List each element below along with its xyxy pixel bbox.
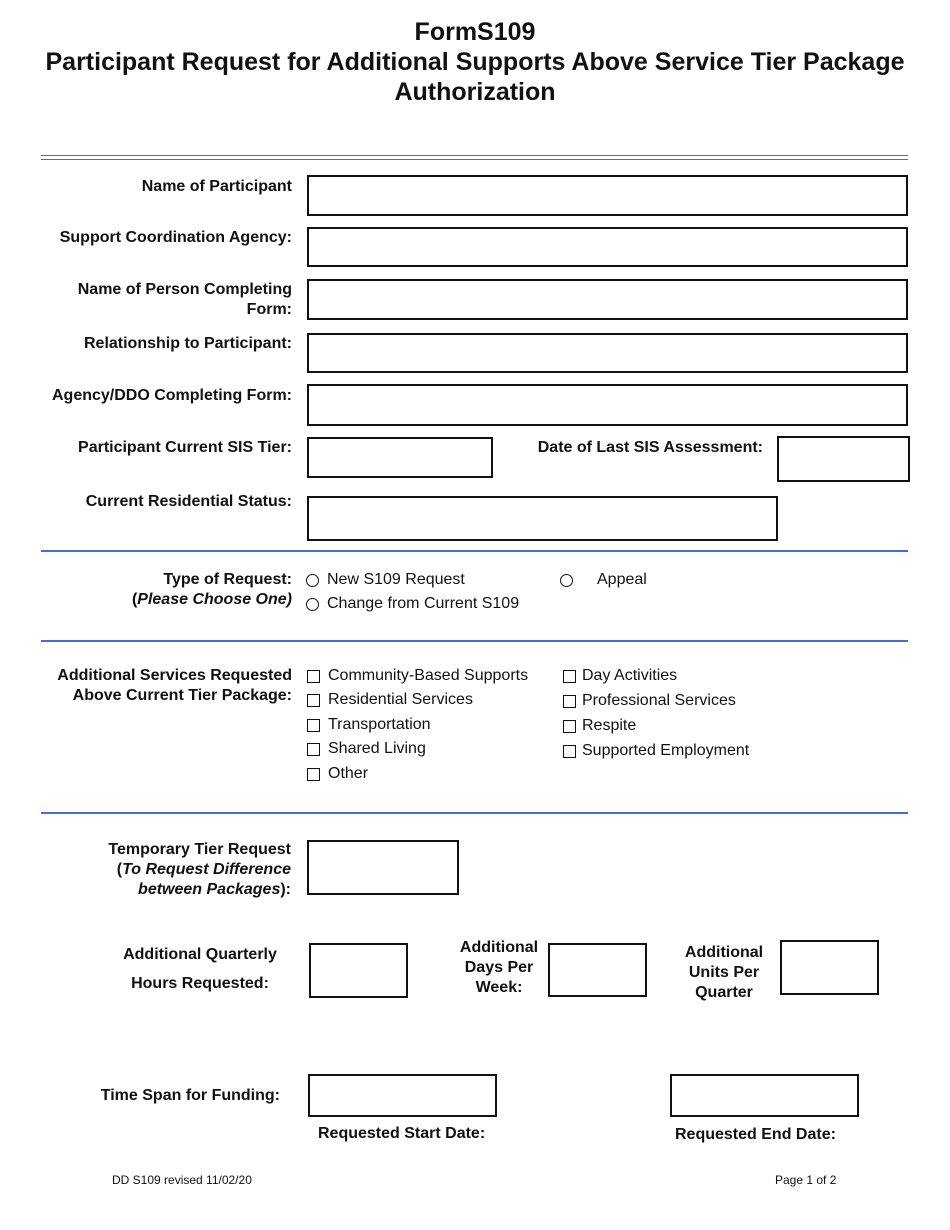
radio-new-request-label: New S109 Request [327, 571, 465, 588]
current-sis-tier-field[interactable] [307, 437, 493, 478]
checkbox-icon[interactable] [563, 720, 576, 733]
check-label: Day Activities [582, 667, 678, 684]
checkbox-icon[interactable] [307, 719, 320, 732]
days-per-week-line1: Additional [459, 939, 539, 956]
radio-circle-icon[interactable] [306, 598, 319, 611]
check-label: Community-Based Supports [328, 667, 529, 684]
additional-services-line1: Additional Services Requested [57, 667, 292, 684]
check-supported-employment[interactable] [563, 741, 749, 761]
temporary-tier-line2 [108, 860, 291, 880]
units-per-quarter-label [674, 943, 774, 1003]
top-rule-a [41, 155, 908, 156]
additional-services-label [57, 666, 292, 706]
name-person-line2: Form: [246, 301, 292, 318]
name-person-completing-field[interactable] [307, 279, 908, 320]
quarterly-hours-label [104, 940, 296, 998]
between-packages: between Packages [138, 881, 281, 898]
check-label: Respite [582, 717, 637, 734]
please-choose-one: Please Choose One) [137, 591, 292, 608]
name-person-completing-label [78, 280, 292, 320]
check-label: Residential Services [328, 691, 473, 708]
date-last-sis-field[interactable] [777, 436, 910, 482]
check-day-activities[interactable] [563, 666, 677, 686]
support-coordination-agency-field[interactable] [307, 227, 908, 267]
checkbox-icon[interactable] [307, 743, 320, 756]
residential-status-field[interactable] [307, 496, 778, 541]
units-per-quarter-line1: Additional [684, 944, 764, 961]
top-rule-b [41, 159, 908, 160]
date-last-sis-label: Date of Last SIS Assessment: [537, 439, 763, 456]
units-per-quarter-line3: Quarter [695, 984, 753, 1001]
radio-change-request-label: Change from Current S109 [327, 595, 520, 612]
check-shared-living[interactable] [307, 739, 426, 759]
radio-new-request[interactable] [306, 570, 465, 590]
form-number: FormS109 [414, 18, 536, 46]
temporary-tier-field[interactable] [307, 840, 459, 895]
type-of-request-line2 [132, 590, 292, 610]
checkbox-icon[interactable] [307, 694, 320, 707]
residential-status-label: Current Residential Status: [85, 493, 292, 510]
radio-appeal-label: Appeal [597, 571, 647, 588]
section-divider-2 [41, 640, 908, 642]
check-community-based-supports[interactable] [307, 666, 528, 686]
start-date-field[interactable] [308, 1074, 497, 1117]
end-date-field[interactable] [670, 1074, 859, 1117]
radio-appeal[interactable] [560, 570, 647, 590]
agency-ddo-label: Agency/DDO Completing Form: [51, 387, 292, 404]
temporary-tier-line3 [108, 880, 291, 900]
days-per-week-field[interactable] [548, 943, 647, 997]
type-of-request-label [132, 570, 292, 610]
relationship-label: Relationship to Participant: [83, 335, 292, 352]
footer-page-number: Page 1 of 2 [775, 1173, 837, 1187]
radio-circle-icon[interactable] [560, 574, 573, 587]
check-professional-services[interactable] [563, 691, 736, 711]
additional-services-line2: Above Current Tier Package: [72, 687, 292, 704]
check-other[interactable] [307, 764, 368, 784]
start-date-label: Requested Start Date: [318, 1125, 486, 1142]
agency-ddo-field[interactable] [307, 384, 908, 426]
paren-open: ( [131, 591, 138, 608]
paren-open: ( [116, 861, 123, 878]
end-date-label: Requested End Date: [675, 1126, 836, 1143]
days-per-week-line2: Days Per [464, 959, 534, 976]
units-per-quarter-field[interactable] [780, 940, 879, 995]
check-label: Supported Employment [582, 742, 750, 759]
name-person-line1: Name of Person Completing [77, 281, 292, 298]
name-of-participant-label: Name of Participant [141, 178, 292, 195]
days-per-week-label [449, 938, 549, 998]
temporary-tier-line1: Temporary Tier Request [108, 841, 291, 858]
check-label: Transportation [328, 716, 431, 733]
checkbox-icon[interactable] [563, 670, 576, 683]
check-transportation[interactable] [307, 715, 431, 735]
check-respite[interactable] [563, 716, 636, 736]
relationship-field[interactable] [307, 333, 908, 373]
radio-circle-icon[interactable] [306, 574, 319, 587]
section-divider-1 [41, 550, 908, 552]
checkbox-icon[interactable] [563, 745, 576, 758]
to-request-difference: To Request Difference [122, 861, 291, 878]
check-label: Professional Services [582, 692, 736, 709]
footer-revision: DD S109 revised 11/02/20 [112, 1173, 252, 1187]
form-title-line2: Authorization [394, 78, 556, 106]
support-coordination-agency-label: Support Coordination Agency: [59, 229, 292, 246]
temporary-tier-label [108, 840, 291, 900]
form-title-line1: Participant Request for Additional Supports Above Service Tier Package [45, 48, 905, 76]
name-of-participant-field[interactable] [307, 175, 908, 216]
current-sis-tier-label: Participant Current SIS Tier: [78, 439, 292, 456]
check-label: Shared Living [328, 740, 426, 757]
days-per-week-line3: Week: [475, 979, 523, 996]
checkbox-icon[interactable] [307, 670, 320, 683]
checkbox-icon[interactable] [307, 768, 320, 781]
units-per-quarter-line2: Units Per [688, 964, 760, 981]
paren-close: ): [280, 881, 291, 898]
type-of-request-line1: Type of Request: [163, 571, 292, 588]
quarterly-hours-field[interactable] [309, 943, 408, 998]
check-label: Other [328, 765, 369, 782]
checkbox-icon[interactable] [563, 695, 576, 708]
radio-change-request[interactable] [306, 594, 519, 614]
quarterly-hours-line1: Additional Quarterly [123, 946, 277, 963]
quarterly-hours-line2: Hours Requested: [131, 975, 269, 992]
time-span-label: Time Span for Funding: [100, 1087, 280, 1104]
check-residential-services[interactable] [307, 690, 473, 710]
section-divider-3 [41, 812, 908, 814]
